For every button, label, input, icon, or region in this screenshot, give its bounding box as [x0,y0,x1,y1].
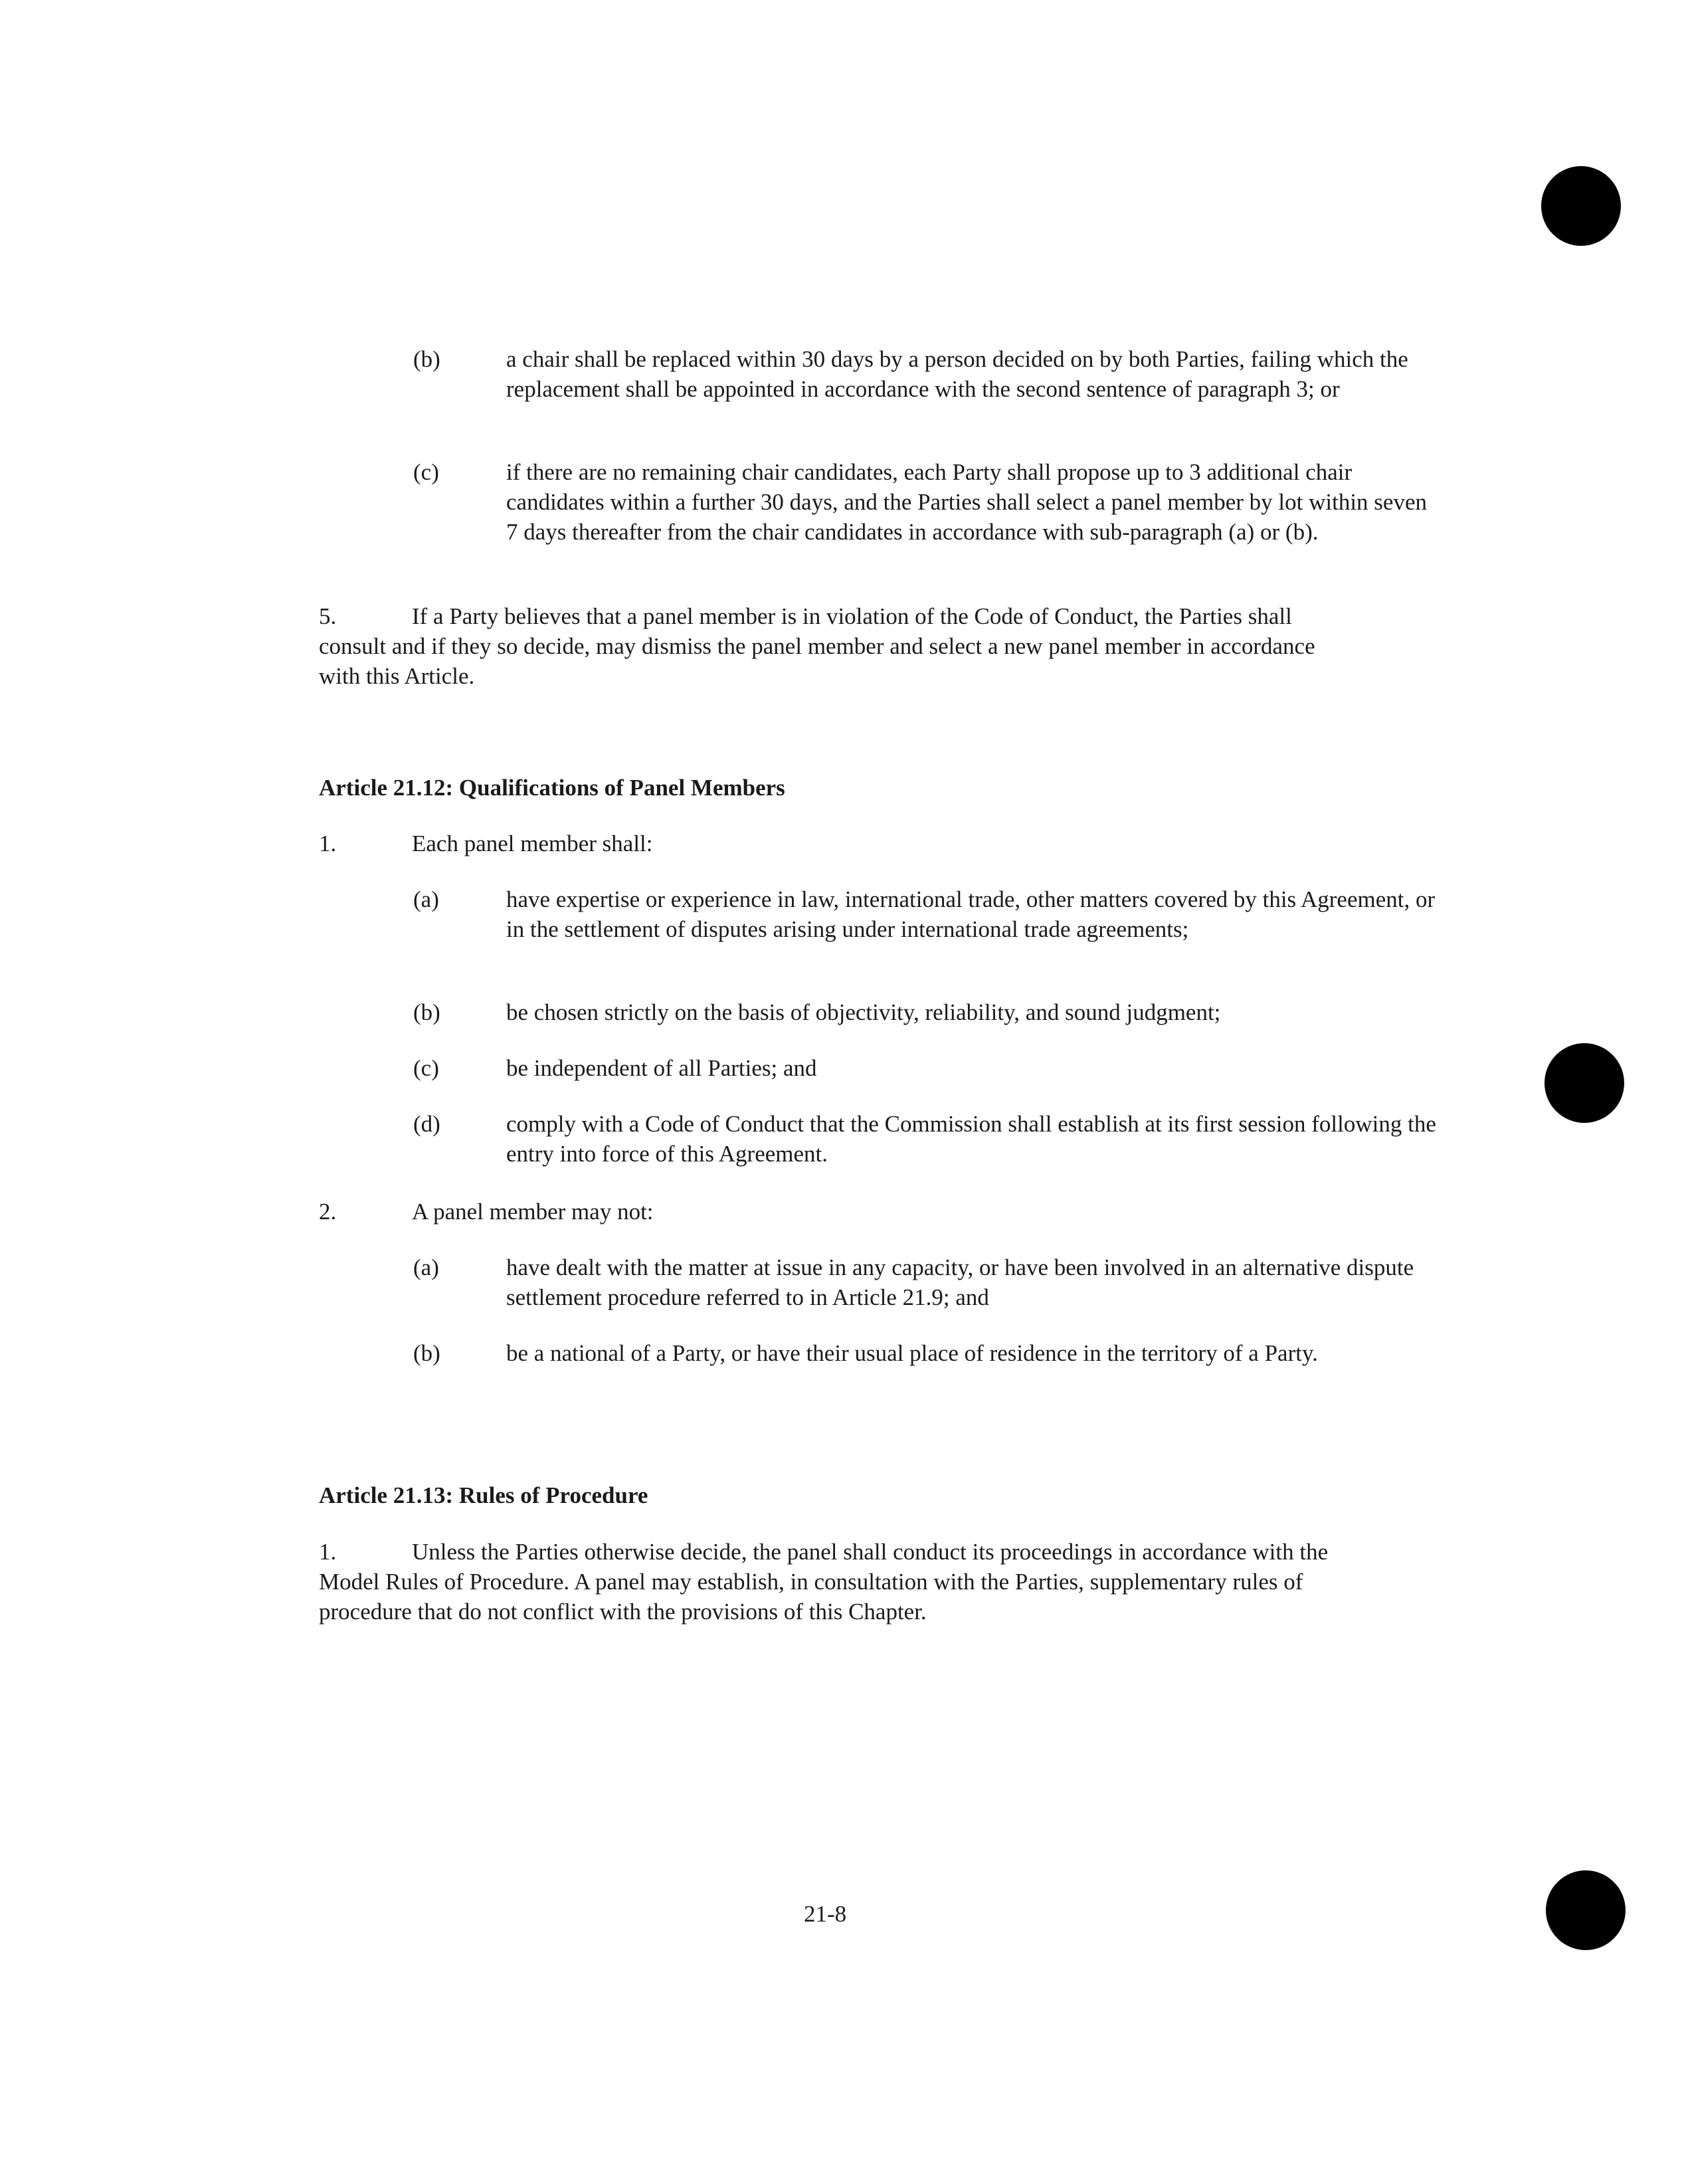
item-text: comply with a Code of Conduct that the Commission shall establish at its first session following the entry into force of this Agreement. [506,1111,1436,1167]
paragraph-text: If a Party believes that a panel member is in violation of the Code of Conduct, the Parties shall consult and if they so decide, may dismiss the panel member and select a new panel member in accordance with this Article. [319,603,1315,689]
item-text: a chair shall be replaced within 30 days by a person decided on by both Parties, failing which the replacement shall be appointed in accordance with the second sentence of paragraph 3; or [506,346,1408,402]
punch-hole-bottom [1546,1870,1626,1950]
item-text: be a national of a Party, or have their usual place of residence in the territory of a Party. [506,1340,1318,1366]
item-marker: (c) [413,459,439,485]
paragraph-number: 1. [319,1539,337,1565]
item-marker: (b) [413,1340,440,1366]
item-marker: (d) [413,1111,440,1137]
punch-hole-top [1541,166,1621,246]
paragraph-text: Each panel member shall: [412,831,653,856]
item-marker: (b) [413,346,440,372]
paragraph-5 [319,601,1355,691]
item-marker: (a) [413,886,439,912]
item-text: be independent of all Parties; and [506,1055,817,1081]
paragraph-text: A panel member may not: [412,1199,654,1225]
item-marker: (c) [413,1055,439,1081]
page-number: 21-8 [804,1901,847,1927]
item-text: have expertise or experience in law, international trade, other matters covered by this Agreement, or in the settlement of disputes arising under international trade agreements; [506,886,1436,942]
article-heading: Article 21.13: Rules of Procedure [319,1482,648,1508]
paragraph-1 [319,1537,1355,1627]
punch-hole-middle [1544,1043,1624,1123]
paragraph-number: 5. [319,603,337,629]
paragraph-number: 2. [319,1199,337,1225]
item-text: be chosen strictly on the basis of objectivity, reliability, and sound judgment; [506,999,1221,1025]
item-marker: (a) [413,1254,439,1280]
article-heading: Article 21.12: Qualifications of Panel Members [319,775,785,801]
paragraph-number: 1. [319,831,337,856]
item-text: have dealt with the matter at issue in any capacity, or have been involved in an alternative dispute settlement procedure referred to in Article 21.9; and [506,1254,1414,1310]
item-marker: (b) [413,999,440,1025]
item-text: if there are no remaining chair candidates, each Party shall propose up to 3 additional chair candidates within a further 30 days, and the Parties shall select a panel member by lot within seven 7 days thereafter from the chair candidates in accordance with sub-paragraph (a) or (b). [506,459,1427,545]
paragraph-text: Unless the Parties otherwise decide, the panel shall conduct its proceedings in accordance with the Model Rules of Procedure. A panel may establish, in consultation with the Parties, supplementary rules of procedure that do not conflict with the provisions of this Chapter. [319,1539,1329,1625]
